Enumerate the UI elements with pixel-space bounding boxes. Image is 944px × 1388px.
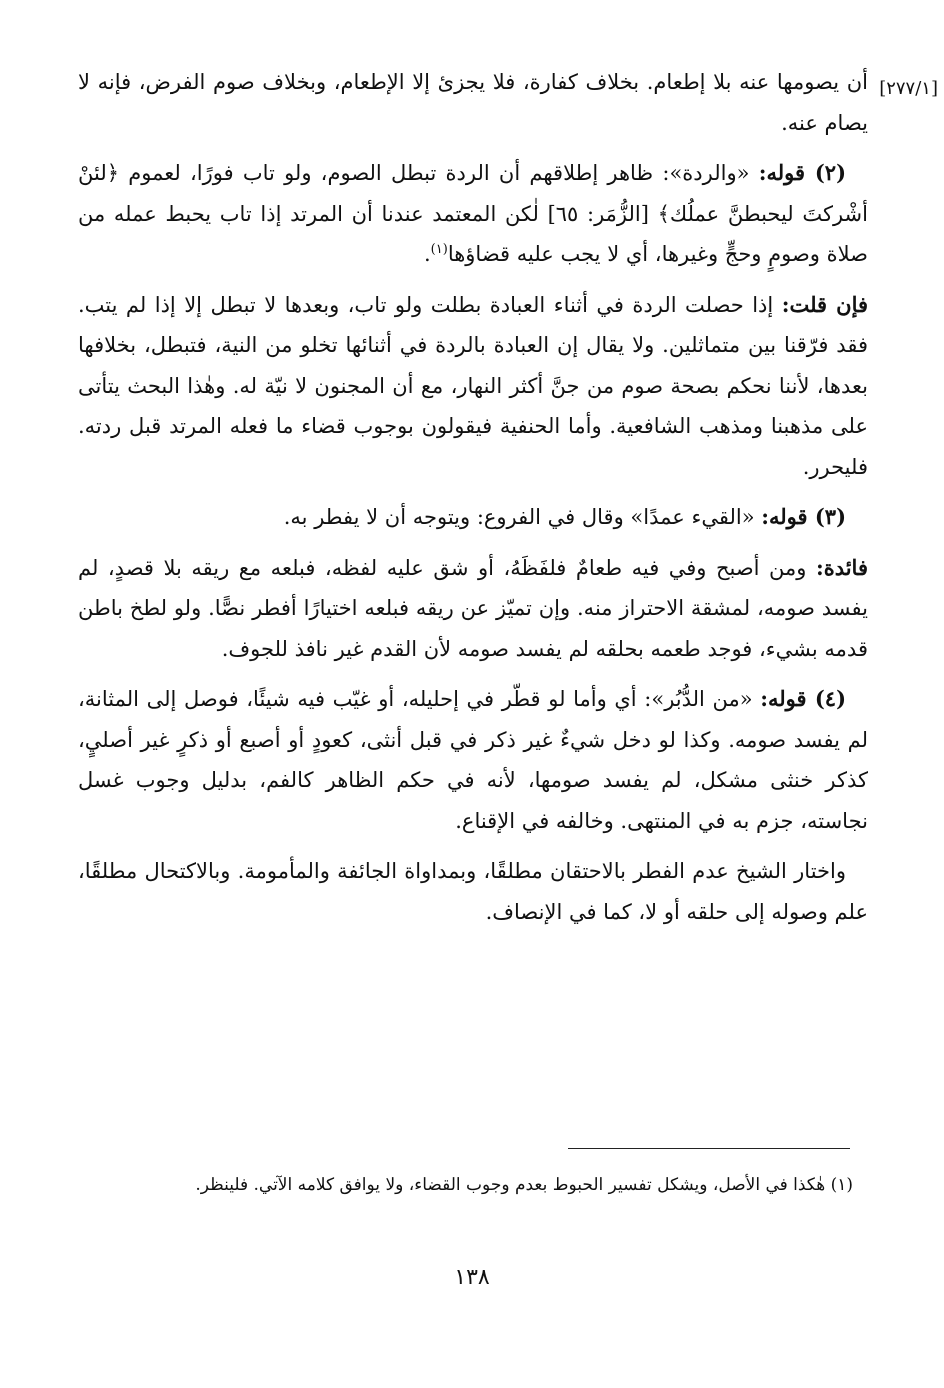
margin-volume-page-ref: [٢٧٧/١] [879, 78, 938, 99]
paragraph-sheikh-choice [78, 851, 868, 932]
paragraph-label: (٣) قوله: [761, 504, 846, 529]
footnote-reference: (١) [430, 242, 448, 257]
footnote-separator [568, 1148, 850, 1149]
paragraph-label: (٢) قوله: [758, 160, 846, 185]
paragraph-label: فائدة: [815, 554, 868, 580]
paragraph-label: (٤) قوله: [760, 686, 846, 711]
paragraph-text: «والردة»: ظاهر إطلاقهم أن الردة تبطل الصوم، ولو تاب فورًا، لعموم ﴿لئنْ أشْركتَ ليحبطنَّ عملُك﴾ [الزُّمَر: ٦٥] لٰكن المعتمد عندنا أن المرتد إذا تاب يحبط عمله من صلاة وصومٍ وحجٍّ وغيرها، أي لا يجب عليه قضاؤها [78, 161, 868, 266]
footnote-text: هٰكذا في الأصل، ويشكل تفسير الحبوط بعدم وجوب القضاء، ولا يوافق كلامه الآتي. فلينظر. [195, 1175, 826, 1195]
paragraph-benefit [78, 548, 868, 670]
paragraph-text: «القيء عمدًا» وقال في الفروع: ويتوجه أن لا يفطر به. [283, 505, 755, 529]
paragraph-objection [78, 285, 868, 488]
paragraph-text: واختار الشيخ عدم الفطر بالاحتقان مطلقًا، وبمداواة الجائفة والمأمومة. وبالاكتحال مطلقًا، علم وصوله إلى حلقه أو لا، كما في الإنصاف. [78, 859, 868, 924]
paragraph-vomit [78, 497, 868, 538]
paragraph-label: فإن قلت: [781, 291, 869, 317]
footnote-marker: (١) [830, 1175, 853, 1195]
footnote [78, 1168, 853, 1202]
paragraph-text: أن يصومها عنه بلا إطعام. بخلاف كفارة، فلا يجزئ إلا الإطعام، وبخلاف صوم الفرض، فإنه لا يصام عنه. [78, 70, 868, 135]
page-body [78, 62, 868, 942]
paragraph-apostasy: (٢) قوله: «والردة»: ظاهر إطلاقهم أن الردة تبطل الصوم، ولو تاب فورًا، لعموم ﴿لئنْ أشْركتَ ليحبطنَّ عملُك﴾ [الزُّمَر: ٦٥] لٰكن المعتمد عندنا أن المرتد إذا تاب يحبط عمله من صلاة وصومٍ وحجٍّ وغيرها، أي لا يجب عليه قضاؤها$^{(١)}$. [78, 160, 868, 266]
paragraph-text: ومن أصبح وفي فيه طعامٌ فلفَظَهُ، أو شق عليه لفظه، فبلعه مع ريقه بلا قصدٍ، لم يفسد صومه، لمشقة الاحتراز منه. وإن تميّز عن ريقه فبلعه اختيارًا أفطر نصًّا. ولو لطخ باطن قدمه بشيء، فوجد طعمه بحلقه لم يفسد صومه لأن القدم غير نافذ للجوف. [78, 555, 868, 661]
paragraph-text: «من الدُّبُر»: أي وأما لو قطّر في إحليله، أو غيّب فيه شيئًا، فوصل إلى المثانة، لم يفسد صومه. وكذا لو دخل شيءٌ غير ذكر في قبل أنثى، كعودٍ أو أصبع أو ذكرٍ غير أصليٍ، كذكر خنثى مشكل، لم يفسد صومها، لأنه في حكم الظاهر كالفم، بدليل وجوب غسل نجاسته، جزم به في المنتهى. وخالفه في الإقناع. [78, 687, 868, 833]
paragraph-text: إذا حصلت الردة في أثناء العبادة بطلت ولو تاب، وبعدها لا تبطل إلا إذا لم يتب. فقد فرّقنا بين متماثلين. ولا يقال إن العبادة بالردة في أثنائها تخلو من النية، فتبطل، بخلافها بعدها، لأننا نحكم بصحة صوم من جنَّ أكثر النهار، مع أن المجنون لا نيّة له. وهٰذا البحث يتأتى على مذهبنا ومذهب الشافعية. وأما الحنفية فيقولون بوجوب قضاء ما فعله المرتد قبل ردته. فليحرر. [78, 292, 868, 479]
paragraph-rear [78, 679, 868, 841]
paragraph-continuation [78, 62, 868, 143]
page-number: ١٣٨ [454, 1265, 490, 1290]
